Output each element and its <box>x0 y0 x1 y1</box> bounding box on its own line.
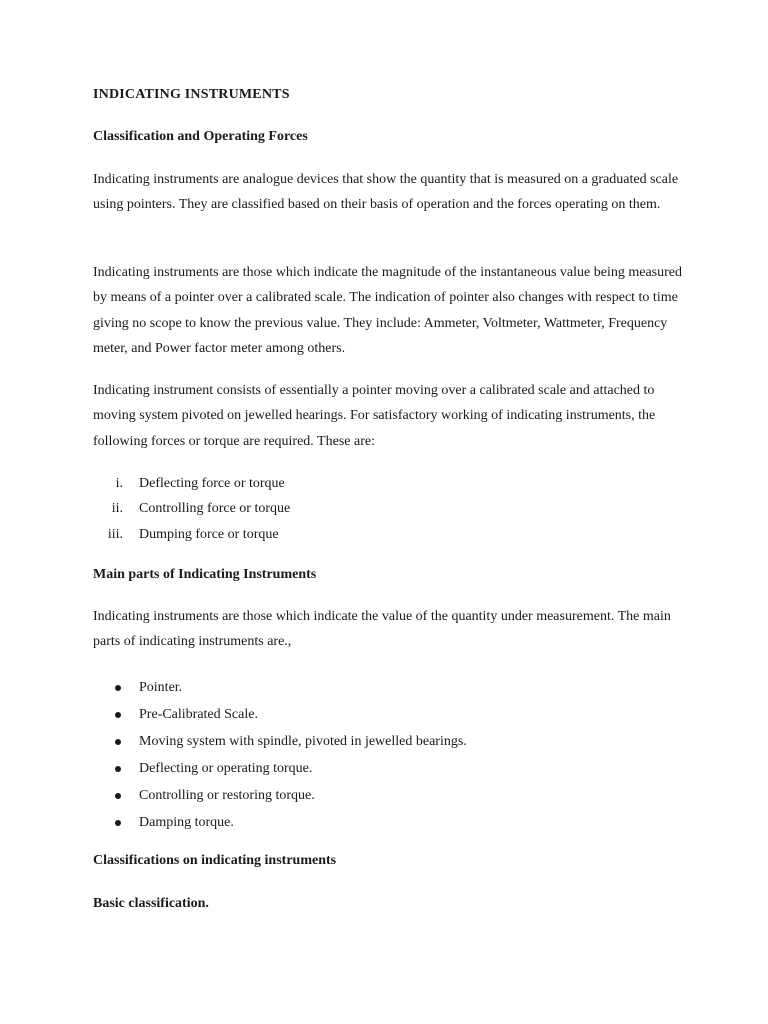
section-heading-basic-classification: Basic classification. <box>93 896 209 911</box>
list-item <box>93 471 285 496</box>
bullet-icon <box>115 820 121 826</box>
bullet-icon <box>115 766 121 772</box>
list-item-text: Pointer. <box>139 680 183 695</box>
list-item-text: Damping torque. <box>139 815 234 830</box>
paragraph-main-parts: Indicating instruments are those which indicate the value of the quantity under measurement. The main parts of indicating instruments are., <box>93 609 671 650</box>
list-item-text: Moving system with spindle, pivoted in jewelled bearings. <box>139 734 467 749</box>
list-item <box>93 522 279 547</box>
document-title: INDICATING INSTRUMENTS <box>93 87 290 102</box>
section-heading-main-parts: Main parts of Indicating Instruments <box>93 567 317 582</box>
list-item-number: iii. <box>107 526 123 542</box>
paragraph-forces: Indicating instrument consists of essentially a pointer moving over a calibrated scale and attached to moving system pivoted on jewelled hearings. For satisfactory working of indicating instruments, the following forces or torque are required. These are: <box>93 383 656 449</box>
bullet-icon <box>115 739 121 745</box>
section-heading-classifications: Classifications on indicating instruments <box>93 853 337 868</box>
list-item-number: ii. <box>111 501 123 517</box>
list-item <box>93 496 291 521</box>
bullet-icon <box>115 685 121 691</box>
list-item-text: Controlling force or torque <box>139 501 291 517</box>
paragraph-definition: Indicating instruments are those which indicate the magnitude of the instantaneous value being measured by means of a pointer over a calibrated scale. The indication of pointer also changes with respect to time giving no scope to know the previous value. They include: Ammeter, Voltmeter, Wattmeter, Frequency meter, and Power factor meter among others. <box>93 265 682 356</box>
section-heading-classification: Classification and Operating Forces <box>93 129 308 144</box>
list-item-text: Deflecting or operating torque. <box>139 761 313 776</box>
paragraph-intro: Indicating instruments are analogue devices that show the quantity that is measured on a graduated scale using pointers. They are classified based on their basis of operation and the forces operating on them. <box>93 172 679 213</box>
list-item-text: Pre-Calibrated Scale. <box>139 707 258 722</box>
list-item-text: Controlling or restoring torque. <box>139 788 315 803</box>
list-item-text: Dumping force or torque <box>139 526 279 542</box>
list-item-number: i. <box>115 476 123 491</box>
bullet-icon <box>115 793 121 799</box>
list-item-text: Deflecting force or torque <box>139 476 285 491</box>
forces-list <box>93 471 291 547</box>
bullet-icon <box>115 712 121 718</box>
